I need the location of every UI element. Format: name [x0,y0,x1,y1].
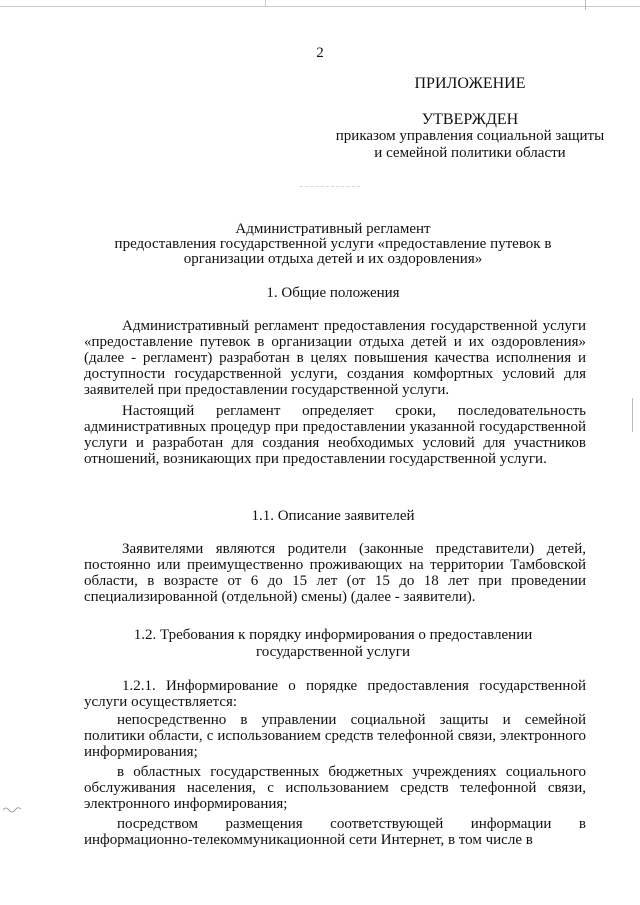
scan-mark [585,0,586,10]
approved-by: приказом управления социальной защиты и семейной политики области [335,128,605,161]
paragraph: 1.2.1. Информирование о порядке предоставления государственной услуги осуществляется: [84,678,586,710]
scan-mark [265,0,266,6]
section-heading-applicants: 1.1. Описание заявителей [251,508,415,524]
paragraph: непосредственно в управлении социальной защиты и семейной политики области, с использованием средств телефонной связи, электронного информирования; [84,712,586,760]
scan-top-line [0,6,640,7]
paragraph: Настоящий регламент определяет сроки, последовательность административных процедур при предоставлении указанной государственной услуги и разработан для создания необходимых условий для участников отношений, возникающих при предоставлении государственной услуги. [84,403,586,467]
document-title-line1: Административный регламент [235,221,431,237]
scan-squiggle [2,805,24,813]
section-heading-informing: 1.2. Требования к порядку информирования о предоставлении государственной услуги [133,627,533,660]
scan-artifact [300,186,360,188]
paragraph: Административный регламент предоставления государственной услуги «предоставление путевок в организации отдыха детей и их оздоровления» (далее - регламент) разработан в целях повышения качества исполнения и доступности государственной услуги, создания комфортных условий для заявителей при предоставлении государственной услуги. [84,318,586,398]
appendix-title: ПРИЛОЖЕНИЕ [414,75,526,92]
approved-title: УТВЕРЖДЕН [421,111,519,128]
section-heading-general: 1. Общие положения [266,285,400,301]
document-title-line2: предоставления государственной услуги «предоставление путевок в организации отдыха детей и их оздоровления» [114,236,552,267]
paragraph: в областных государственных бюджетных учреждениях социального обслуживания населения, с использованием средств телефонной связи, электронного информирования; [84,764,586,812]
scan-edge-mark [632,398,633,432]
paragraph: Заявителями являются родители (законные представители) детей, постоянно или преимущественно проживающих на территории Тамбовской области, в возрасте от 6 до 15 лет (от 15 до 18 лет при проведении специализированной (отдельной) смены) (далее - заявители). [84,541,586,605]
document-title [80,222,586,267]
paragraph: посредством размещения соответствующей информации в информационно-телекоммуникационной сети Интернет, в том числе в [84,816,586,848]
page-number: 2 [316,45,324,61]
